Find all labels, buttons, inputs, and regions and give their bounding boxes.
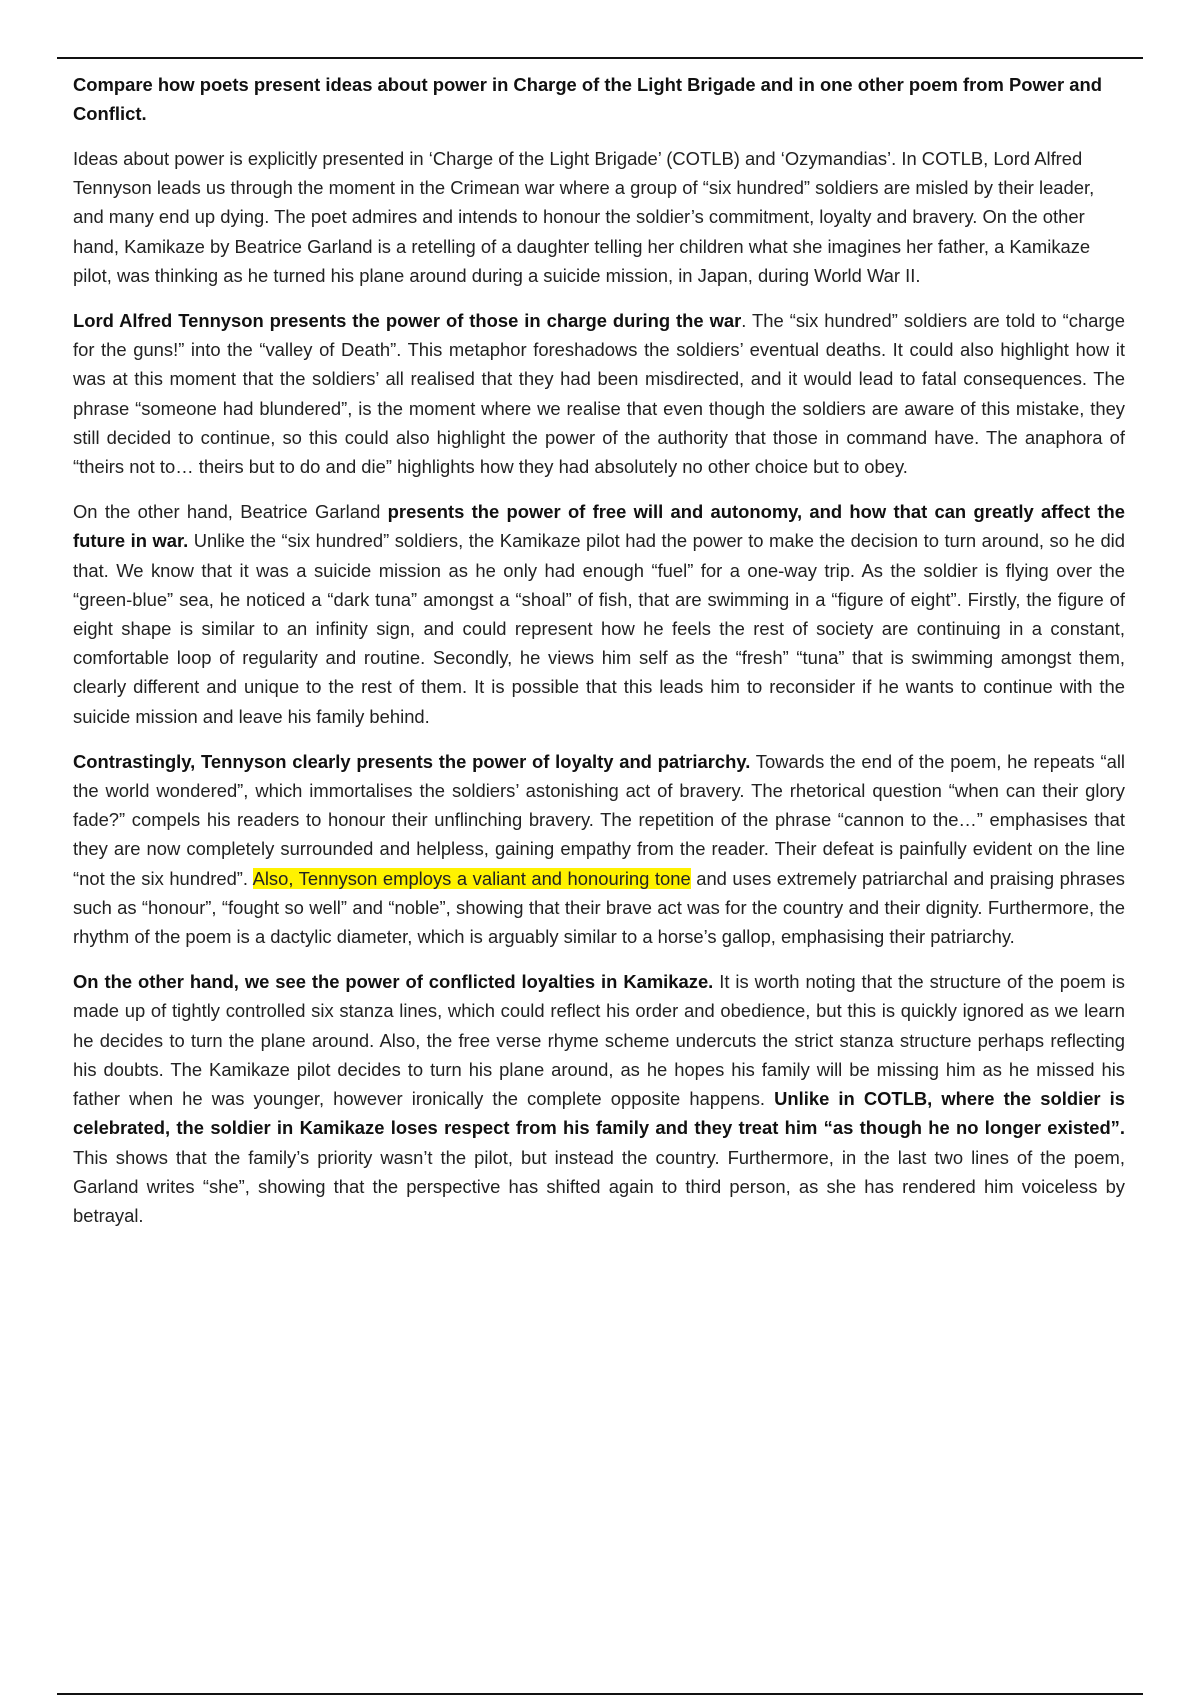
document-body: [73, 70, 1125, 1246]
topic-sentence: Contrastingly, Tennyson clearly presents the power of loyalty and patriarchy.: [73, 750, 751, 772]
paragraph-text: Unlike the “six hundred” soldiers, the Kamikaze pilot had the power to make the decision to turn around, so he did that. We know that it was a suicide mission as he only had enough “fuel” for a one-way trip. As the soldier is flying over the “green-blue” sea, he noticed a “dark tuna” amongst a “shoal” of fish, that are swimming in a “figure of eight”. Firstly, the figure of eight shape is similar to an infinity sign, and could represent how he feels the rest of society are continuing in a constant, comfortable loop of regularity and routine. Secondly, he views him self as the “fresh” “tuna” that is swimming amongst them, clearly different and unique to the rest of them. It is possible that this leads him to reconsider if he wants to continue with the suicide mission and leave his family behind.: [73, 530, 1125, 727]
topic-sentence: Lord Alfred Tennyson presents the power of those in charge during the war: [73, 310, 742, 332]
paragraph-text-end: This shows that the family’s priority wasn’t the pilot, but instead the country. Furthermore, in the last two lines of the poem, Garland writes “she”, showing that the perspective has shifted again to third person, as she has rendered him voiceless by betrayal.: [73, 1146, 1125, 1226]
paragraph-lead: On the other hand, Beatrice Garland: [73, 501, 388, 523]
topic-sentence: On the other hand, we see the power of conflicted loyalties in Kamikaze.: [73, 971, 714, 993]
paragraph-tennyson-authority: [73, 306, 1125, 481]
paragraph-text-end: and uses extremely patriarchal and praising phrases such as “honour”, “fought so well” and “noble”, showing that their brave act was for the country and their dignity. Furthermore, the rhythm of the poem is a dactylic diameter, which is arguably similar to a horse’s gallop, emphasising their patriarchy.: [73, 867, 1126, 948]
highlighted-text: Also, Tennyson employs a valiant and honouring tone: [252, 867, 691, 889]
bold-comparison: Unlike in COTLB, where the soldier is celebrated, the soldier in Kamikaze loses respect from his family and they treat him “as though he no longer existed”.: [73, 1088, 1126, 1139]
intro-text: Ideas about power is explicitly presented in ‘Charge of the Light Brigade’ (COTLB) and ‘Ozymandias’. In COTLB, Lord Alfred Tennyson leads us through the moment in the Crimean war where a group of “six hundred” soldiers are misled by their leader, and many end up dying. The poet admires and intends to honour the soldier’s commitment, loyalty and bravery. On the other hand, Kamikaze by Beatrice Garland is a retelling of a daughter telling her children what she imagines her father, a Kamikaze pilot, was thinking as he turned his plane around during a suicide mission, in Japan, during World War II.: [73, 148, 1095, 286]
bottom-rule: [57, 1693, 1143, 1695]
top-rule: [57, 57, 1143, 59]
paragraph-garland-free-will: [73, 497, 1125, 731]
paragraph-text: . The “six hundred” soldiers are told to “charge for the guns!” into the “valley of Death”. This metaphor foreshadows the soldiers’ eventual deaths. It could also highlight how it was at this moment that the soldiers’ all realised that they had been misdirected, and it would lead to fatal consequences. The phrase “someone had blundered”, is the moment where we realise that even though the soldiers are aware of this mistake, they still decided to continue, so this could also highlight the power of the authority that those in command have. The anaphora of “theirs not to… theirs but to do and die” highlights how they had absolutely no other choice but to obey.: [73, 310, 1125, 478]
paragraph-tennyson-loyalty: [73, 747, 1125, 951]
paragraph-intro: [73, 144, 1125, 290]
essay-question: Compare how poets present ideas about power in Charge of the Light Brigade and in one other poem from Power and Conflict.: [73, 74, 1102, 124]
paragraph-kamikaze-loyalties: [73, 967, 1125, 1230]
paragraph-text: It is worth noting that the structure of the poem is made up of tightly controlled six stanza lines, which could reflect his order and obedience, but this is quickly ignored as we learn he decides to turn the plane around. Also, the free verse rhyme scheme undercuts the strict stanza structure perhaps reflecting his doubts. The Kamikaze pilot decides to turn his plane around, as he hopes his family will be missing him as he missed his father when he was younger, however ironically the complete opposite happens.: [73, 971, 1125, 1110]
paragraph-text: Towards the end of the poem, he repeats “all the world wondered”, which immortalises the soldiers’ astonishing act of bravery. The rhetorical question “when can their glory fade?” compels his readers to honour their unflinching bravery. The repetition of the phrase “cannon to the…” emphasises that they are now completely surrounded and helpless, gaining empathy from the reader. Their defeat is painfully evident on the line “not the six hundred”.: [73, 750, 1126, 889]
topic-sentence: presents the power of free will and autonomy, and how that can greatly affect the future in war.: [73, 501, 1125, 552]
